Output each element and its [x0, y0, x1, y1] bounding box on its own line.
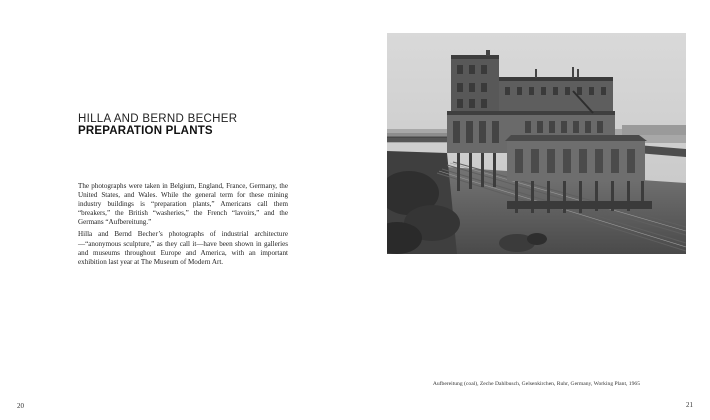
article-title: PREPARATION PLANTS	[78, 125, 213, 137]
page-number-left: 20	[17, 402, 24, 410]
body-paragraph-1: The photographs were taken in Belgium, England, France, Germany, the United States, and Wales. While the general term for these mining industry buildings is “preparation plants,” Americans call them “breakers,” the British “washeries,” the French “lavoirs,” and the Germans “Aufbereitung.”	[78, 182, 288, 227]
author-heading: HILLA AND BERND BECHER	[78, 113, 238, 125]
photograph-preparation-plant	[387, 33, 686, 254]
body-paragraph-2: Hilla and Bernd Becher’s photographs of industrial architecture—“anonymous sculpture,” as they call it—have been shown in galleries and museums throughout Europe and America, with an important exhibition last year at The Museum of Modern Art.	[78, 230, 288, 266]
article-body	[78, 182, 288, 270]
photo-caption: Aufbereitung (coal), Zeche Dahlbusch, Gelsenkirchen, Ruhr, Germany, Working Plant, 1965	[432, 381, 640, 387]
page-number-right: 21	[686, 401, 693, 409]
